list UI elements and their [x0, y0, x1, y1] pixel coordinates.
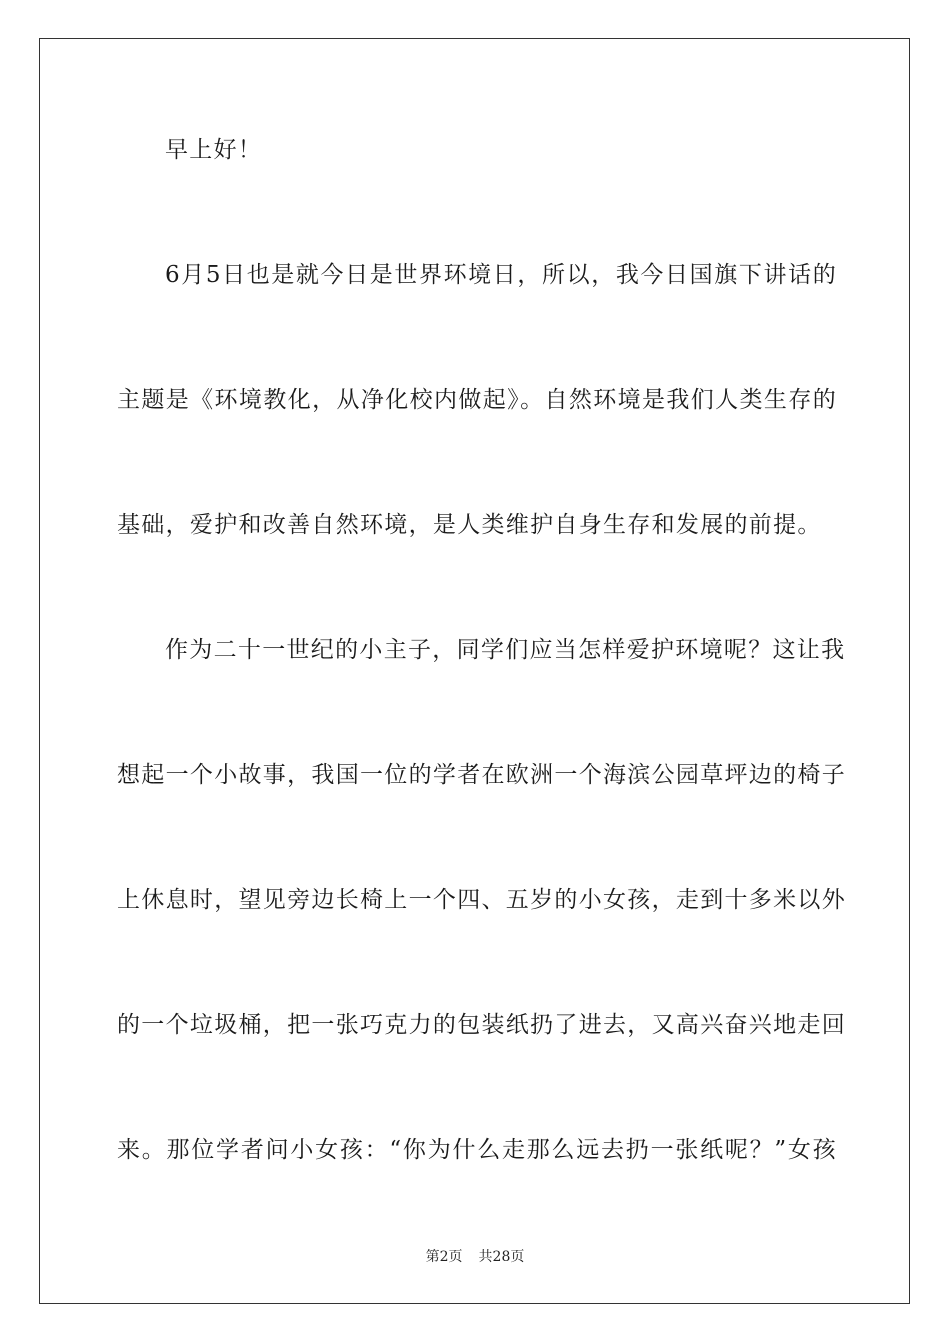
paragraph-1-line-3: 基础，爱护和改善自然环境，是人类维护自身生存和发展的前提。	[117, 512, 822, 538]
paragraph-2-line-4: 的一个垃圾桶，把一张巧克力的包装纸扔了进去，又高兴奋兴地走回	[117, 1012, 846, 1038]
page-number: 第2页	[425, 1249, 463, 1265]
page-border	[39, 38, 910, 1304]
page-footer	[0, 1248, 950, 1266]
paragraph-2-line-1: 作为二十一世纪的小主子，同学们应当怎样爱护环境呢？这让我	[165, 637, 846, 663]
page-total: 共28页	[478, 1249, 525, 1265]
paragraph-2-line-2: 想起一个小故事，我国一位的学者在欧洲一个海滨公园草坪边的椅子	[117, 762, 846, 788]
greeting-line: 早上好！	[165, 137, 263, 163]
paragraph-2-line-5: 来。那位学者问小女孩：“你为什么走那么远去扔一张纸呢？”女孩	[117, 1137, 837, 1163]
paragraph-1-line-1: 6月5日也是就今日是世界环境日，所以，我今日国旗下讲话的	[165, 262, 837, 288]
paragraph-2-line-3: 上休息时，望见旁边长椅上一个四、五岁的小女孩，走到十多米以外	[117, 887, 846, 913]
paragraph-1-line-2: 主题是《环境教化，从净化校内做起》。自然环境是我们人类生存的	[117, 387, 837, 413]
